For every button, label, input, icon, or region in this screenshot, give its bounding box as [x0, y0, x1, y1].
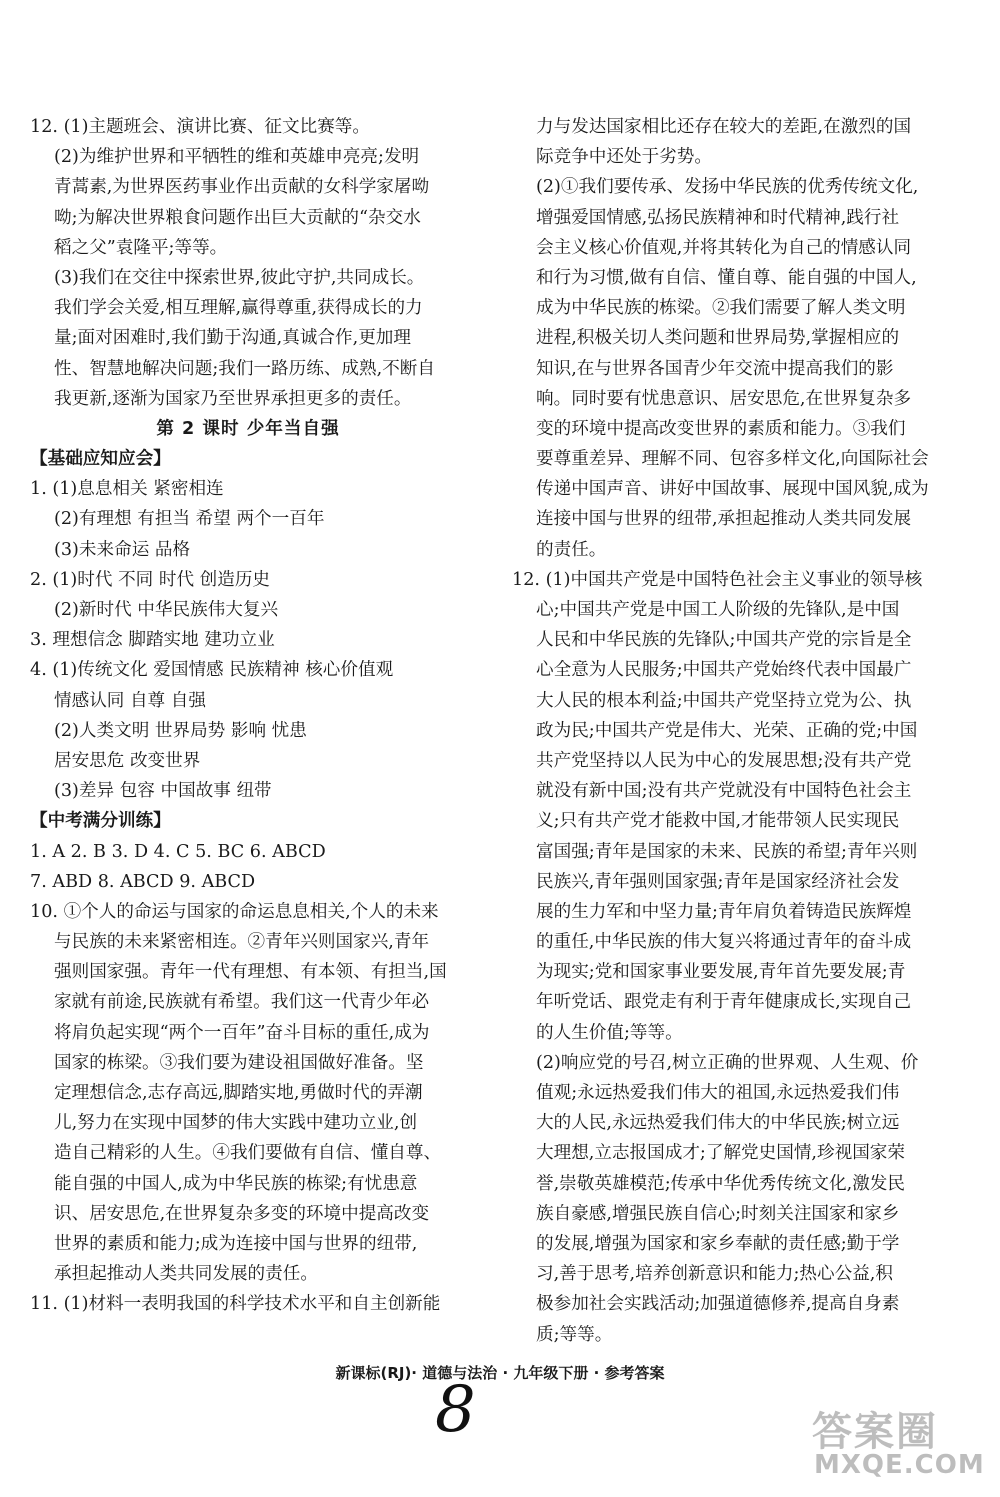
answer-line: 传递中国声音、讲好中国故事、展现中国风貌,成为	[536, 479, 929, 500]
answer-line: 12. (1)主题班会、演讲比赛、征文比赛等。	[30, 117, 370, 137]
answer-line: 为现实;党和国家事业要发展,青年首先要发展;青	[536, 962, 906, 983]
answer-line: 2. (1)时代 不同 时代 创造历史	[30, 569, 271, 590]
answer-line: 际竞争中还处于劣势。	[536, 147, 712, 168]
answer-line: 质;等等。	[536, 1324, 613, 1345]
answer-line: (2)①我们要传承、发扬中华民族的优秀传统文化,	[536, 177, 919, 198]
answer-line: 12. (1)中国共产党是中国特色社会主义事业的领导核	[512, 569, 923, 590]
answer-line: 识、居安思危,在世界复杂多变的环境中提高改变	[54, 1203, 430, 1224]
answer-line: 我们学会关爱,相互理解,赢得尊重,获得成长的力	[54, 298, 423, 319]
watermark-cn: 答案圈	[812, 1409, 938, 1455]
answer-line: 大人民的根本利益;中国共产党坚持立党为公、执	[536, 690, 912, 711]
answer-line: 人民和中华民族的先锋队;中国共产党的宗旨是全	[536, 630, 912, 651]
answer-line: 稻之父”袁隆平;等等。	[54, 237, 228, 258]
left-column	[30, 112, 466, 1320]
answer-line: (2)新时代 中华民族伟大复兴	[54, 600, 279, 620]
handwritten-page-number: 8	[435, 1373, 476, 1447]
answer-line: 增强爱国情感,弘扬民族精神和时代精神,践行社	[536, 207, 900, 228]
answer-line: 我更新,逐渐为国家乃至世界承担更多的责任。	[54, 388, 412, 409]
answer-line: 和行为习惯,做有自信、懂自尊、能自强的中国人,	[536, 267, 917, 288]
answer-line: (2)为维护世界和平牺牲的维和英雄申亮亮;发明	[54, 147, 420, 168]
answer-line: 情感认同 自尊 自强	[54, 690, 206, 711]
watermark-url: MXQE.COM	[814, 1450, 985, 1480]
lesson-title: 第 2 课时 少年当自强	[156, 418, 340, 439]
answer-line: 心;中国共产党是中国工人阶级的先锋队,是中国	[536, 600, 900, 620]
answer-line: 展的生力军和中坚力量;青年肩负着铸造民族辉煌	[536, 901, 912, 922]
answer-line: 民族兴,青年强则国家强;青年是国家经济社会发	[536, 871, 900, 892]
answer-line: 能自强的中国人,成为中华民族的栋梁;有忧患意	[54, 1173, 418, 1194]
answer-line: 的责任。	[536, 539, 607, 560]
answer-line: 10. ①个人的命运与国家的命运息息相关,个人的未来	[30, 901, 439, 922]
answer-line: (2)响应党的号召,树立正确的世界观、人生观、价	[536, 1052, 919, 1073]
answer-line: 的人生价值;等等。	[536, 1022, 683, 1043]
answer-line: 力与发达国家相比还存在较大的差距,在激烈的国	[536, 117, 912, 137]
answer-line: 3. 理想信念 脚踏实地 建功立业	[30, 630, 275, 651]
answer-line: 的重任,中华民族的伟大复兴将通过青年的奋斗成	[536, 932, 912, 953]
answer-line: 政为民;中国共产党是伟大、光荣、正确的党;中国	[536, 720, 918, 741]
answer-line: 世界的素质和能力;成为连接中国与世界的纽带,	[54, 1233, 418, 1254]
answer-line: 义;只有共产党才能救中国,才能带领人民实现民	[536, 811, 900, 832]
answer-line: 知识,在与世界各国青少年交流中提高我们的影	[536, 358, 894, 379]
section-heading: 【基础应知应会】	[30, 449, 171, 470]
answer-line: 量;面对困难时,我们勤于沟通,真诚合作,更加理	[54, 328, 411, 349]
answer-line: 变的环境中提高改变世界的素质和能力。③我们	[536, 418, 906, 439]
answer-line: 居安思危 改变世界	[54, 750, 201, 771]
answer-line: 会主义核心价值观,并将其转化为自己的情感认同	[536, 237, 912, 258]
answer-line: 誉,崇敬英雄模范;传承中华优秀传统文化,激发民	[536, 1173, 905, 1194]
answer-line: (3)我们在交往中探索世界,彼此守护,共同成长。	[54, 267, 425, 288]
answer-line: 11. (1)材料一表明我国的科学技术水平和自主创新能	[30, 1294, 441, 1315]
answer-line: 青蒿素,为世界医药事业作出贡献的女科学家屠呦	[54, 177, 430, 198]
answer-line: 7. ABD 8. ABCD 9. ABCD	[30, 871, 256, 892]
answer-line: 与民族的未来紧密相连。②青年兴则国家兴,青年	[54, 932, 430, 953]
answer-line: 进程,积极关切人类问题和世界局势,掌握相应的	[536, 328, 900, 349]
answer-line: 将肩负起实现“两个一百年”奋斗目标的重任,成为	[54, 1022, 430, 1043]
answer-line: 年听党话、跟党走有利于青年健康成长,实现自己	[536, 992, 912, 1013]
answer-line: 1. (1)息息相关 紧密相连	[30, 479, 224, 500]
answer-line: 强则国家强。青年一代有理想、有本领、有担当,国	[54, 962, 447, 983]
answer-line: 4. (1)传统文化 爱国情感 民族精神 核心价值观	[30, 660, 394, 681]
answer-line: 造自己精彩的人生。④我们要做有自信、懂自尊、	[54, 1143, 442, 1164]
answer-line: (2)人类文明 世界局势 影响 忧患	[54, 720, 307, 741]
answer-line: 富国强;青年是国家的未来、民族的希望;青年兴则	[536, 841, 918, 862]
answer-line: 成为中华民族的栋梁。②我们需要了解人类文明	[536, 298, 906, 319]
answer-line: (3)差异 包容 中国故事 纽带	[54, 781, 272, 802]
answer-line: 的发展,增强为国家和家乡奉献的责任感;勤于学	[536, 1233, 900, 1254]
watermark-logo	[806, 1398, 988, 1488]
right-column	[512, 112, 952, 1350]
answer-line: 性、智慧地解决问题;我们一路历练、成熟,不断自	[54, 358, 435, 379]
answer-line: 呦;为解决世界粮食问题作出巨大贡献的“杂交水	[54, 207, 421, 228]
answer-line: 家就有前途,民族就有希望。我们这一代青少年必	[54, 992, 430, 1013]
answer-line: 值观;永远热爱我们伟大的祖国,永远热爱我们伟	[536, 1083, 900, 1103]
answer-line: 大理想,立志报国成才;了解党史国情,珍视国家荣	[536, 1143, 905, 1164]
answer-line: 大的人民,永远热爱我们伟大的中华民族;树立远	[536, 1113, 900, 1134]
answer-line: 共产党坚持以人民为中心的发展思想;没有共产党	[536, 750, 912, 771]
answer-line: 就没有新中国;没有共产党就没有中国特色社会主	[536, 781, 912, 802]
answer-line: 响。同时要有忧患意识、居安思危,在世界复杂多	[536, 388, 912, 409]
answer-line: 国家的栋梁。③我们要为建设祖国做好准备。坚	[54, 1052, 424, 1073]
answer-line: 承担起推动人类共同发展的责任。	[54, 1264, 318, 1285]
answer-line: 心全意为人民服务;中国共产党始终代表中国最广	[536, 660, 912, 681]
page-footer: 新课标(RJ)· 道德与法治 · 九年级下册 · 参考答案	[335, 1364, 665, 1382]
answer-line: 习,善于思考,培养创新意识和能力;热心公益,积	[536, 1264, 893, 1285]
answer-line: 族自豪感,增强民族自信心;时刻关注国家和家乡	[536, 1203, 900, 1224]
answer-line: (2)有理想 有担当 希望 两个一百年	[54, 509, 325, 530]
answer-line: 儿,努力在实现中国梦的伟大实践中建功立业,创	[54, 1113, 418, 1134]
answer-line: 定理想信念,志存高远,脚踏实地,勇做时代的弄潮	[54, 1083, 423, 1103]
answer-line: 极参加社会实践活动;加强道德修养,提高自身素	[536, 1294, 900, 1315]
answer-line: 1. A 2. B 3. D 4. C 5. BC 6. ABCD	[30, 841, 326, 862]
section-heading: 【中考满分训练】	[30, 811, 171, 832]
answer-line: 要尊重差异、理解不同、包容多样文化,向国际社会	[536, 449, 929, 470]
answer-line: (3)未来命运 品格	[54, 539, 191, 560]
answer-line: 连接中国与世界的纽带,承担起推动人类共同发展	[536, 509, 912, 530]
